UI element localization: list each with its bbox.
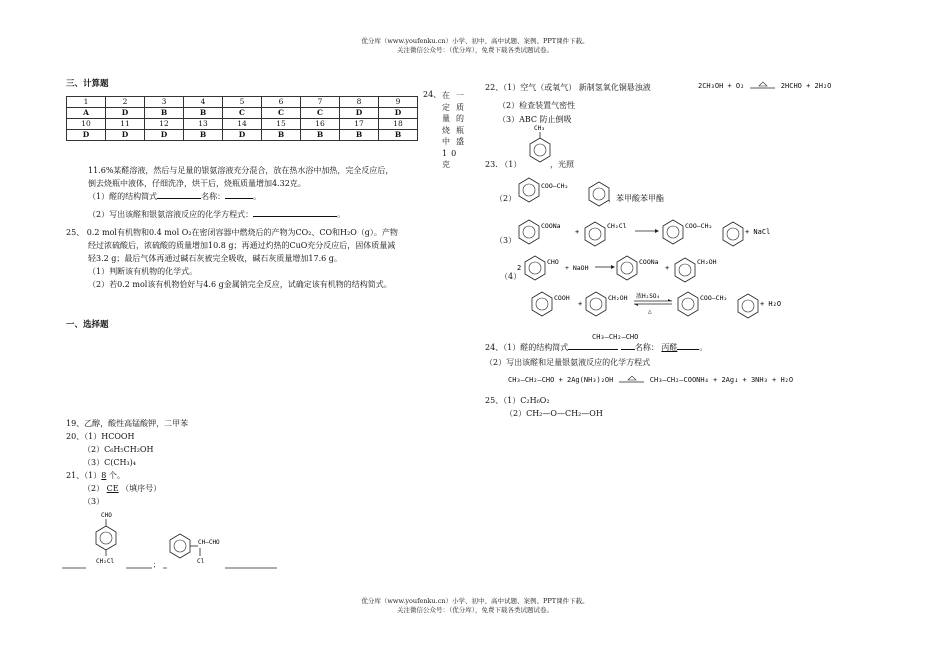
table-cell: D [106, 130, 145, 141]
answer-23-1: 23. （1） [485, 160, 522, 169]
q25-line-2: 经过浓硫酸后，浓硫酸的质量增加10.8 g；再通过灼热的CuO充分反应后，固体质量减 [88, 241, 396, 250]
table-cell: 16 [301, 119, 340, 130]
table-cell: D [223, 130, 262, 141]
answer-21-2-label: （2） [83, 484, 105, 493]
table-cell: B [301, 130, 340, 141]
struct2-bottom-label: Cl [197, 558, 205, 565]
page-footer [0, 597, 950, 615]
answer-24-2: （2）写出该醛和足量银氨液反应的化学方程式 [485, 358, 651, 367]
q24-sub1-name-label: 名称： [201, 192, 226, 201]
answer-24-1-name-label: 名称： [634, 343, 659, 352]
ch2cl-label: CH₂Cl [607, 222, 627, 230]
reaction-23-4b [528, 286, 798, 322]
answer-23-3: （3） [495, 236, 517, 245]
table-cell: 4 [184, 97, 223, 108]
coo-ch2-label: COO—CH₂ [685, 222, 713, 230]
section-calc-title: 三、计算题 [66, 79, 109, 89]
table-cell: 13 [184, 119, 223, 130]
table-cell: D [340, 108, 379, 119]
table-cell: 10 [67, 119, 106, 130]
table-cell: 17 [340, 119, 379, 130]
table-cell: D [145, 130, 184, 141]
benzene-ring-icon [96, 519, 116, 556]
answer-21-label: 21、（1） [66, 471, 102, 480]
delta-arrow-icon [749, 81, 777, 91]
table-cell: 1 [67, 97, 106, 108]
q25-line-3: 轻3.2 g；最后气体再通过碱石灰被完全吸收，碱石灰质量增加17.6 g。 [88, 254, 342, 263]
table-cell: B [184, 108, 223, 119]
table-cell: D [67, 130, 106, 141]
h2so4-label: 浓H₂SO₄ [636, 293, 661, 300]
q25-sub-1: （1）判断该有机物的化学式。 [88, 267, 198, 276]
answer-24-1-end: 。 [699, 343, 708, 352]
equation-right: CH₃–CH₂–COONH₄ + 2Ag↓ + 3NH₃ + H₂O [649, 376, 794, 384]
answer-21 [66, 471, 125, 481]
h2o-label: + H₂O [760, 300, 782, 308]
table-cell: 3 [145, 97, 184, 108]
answer-21-value: 8 [101, 471, 107, 480]
coo-ch2-label: COO—CH₂ [700, 294, 728, 302]
table-row [67, 108, 418, 119]
answer-21-2-value: CE [106, 484, 119, 493]
equation-left: CH₃–CH₂–CHO + 2Ag(NH₃)₂OH [508, 376, 614, 384]
q24-line-1: 11.6%某醛溶液，然后与足量的银氨溶液充分混合，放在热水浴中加热，完全反应后， [88, 166, 394, 175]
nacl-label: + NaCl [745, 228, 771, 236]
table-cell: A [67, 108, 106, 119]
answer-blank [677, 349, 699, 350]
table-cell: 5 [223, 97, 262, 108]
naoh-label: + NaOH [565, 264, 589, 272]
footer-line-2: 关注微信公众号：（优分库），免费下载各类试题试卷。 [397, 606, 553, 614]
answer-20-3: （3）C(CH₃)₄ [83, 458, 136, 467]
table-cell: 7 [301, 97, 340, 108]
q25-sub-2: （2）若0.2 mol该有机物恰好与4.6 g金属钠完全反应，试确定该有机物的结构简式。 [88, 280, 392, 289]
table-cell: 9 [379, 97, 418, 108]
cooh-label: COOH [554, 294, 570, 302]
q24-vertical-text: 在一定质量的烧瓶中盛10克 [442, 91, 468, 169]
reaction-23-3 [515, 214, 775, 250]
table-cell: 18 [379, 119, 418, 130]
answer-blank[interactable] [253, 216, 337, 217]
q24-line-2: 倒去烧瓶中液体，仔细洗净，烘干后，烧瓶质量增加4.32克。 [88, 179, 306, 188]
coona-label: COONa [541, 222, 561, 230]
table-cell: B [145, 108, 184, 119]
struct1-bottom-label: CH₂Cl [96, 558, 115, 565]
footer-line-1: 优分库（www.youfenku.cn）小学、初中、高中试题、案例、PPT课件下载。 [361, 597, 589, 605]
header-line-1: 优分库（www.youfenku.cn）小学、初中、高中试题、案例、PPT课件下载。 [361, 37, 589, 45]
q24-sub-2 [88, 210, 345, 220]
table-cell: C [301, 108, 340, 119]
q24-sub2-label: （2）写出该醛和银氨溶液反应的化学方程式： [88, 210, 254, 219]
answer-21-2 [83, 484, 161, 494]
plus-sign: + [665, 264, 670, 272]
answer-22-1: 22、（1）空气（或氧气） 新制氢氧化铜悬浊液 [485, 83, 651, 92]
answer-25-2: （2）CH₂—O—CH₂—OH [505, 409, 603, 418]
answer-23-4: （4） [500, 272, 522, 281]
table-cell: 8 [340, 97, 379, 108]
equation-right: 2HCHO + 2H₂O [780, 82, 832, 90]
struct2-right-label: CH–CHO [198, 539, 220, 546]
table-row [67, 97, 418, 108]
answer-24-1 [485, 343, 707, 353]
plus-sign: + [575, 228, 580, 236]
table-cell: C [223, 108, 262, 119]
header-line-2: 关注微信公众号：（优分库），免费下载各类试题试卷。 [397, 46, 553, 54]
answer-24-structure-above: CH₃–CH₂–CHO [592, 333, 639, 341]
q25-line-1: 25、 0.2 mol有机物和0.4 mol O₂在密闭容器中燃烧后的产物为CO₂、CO和H₂O（g）。产物 [66, 228, 398, 237]
delta-arrow-icon [618, 375, 646, 385]
answer-24-1-label: 24、（1）醛的结构简式 [485, 343, 569, 352]
table-cell: D [106, 108, 145, 119]
answer-23-2-name: ，苯甲酸苯甲酯 [608, 194, 664, 203]
reaction-23-4a [515, 250, 775, 286]
answer-23-1-condition: ，光照 [550, 160, 574, 169]
answer-21-2-hint: （填序号） [121, 484, 162, 493]
heat-label: △ [648, 308, 652, 315]
table-cell: B [340, 130, 379, 141]
q24-sub-1 [88, 192, 261, 202]
table-cell: 14 [223, 119, 262, 130]
struct1-top-label: CHO [101, 512, 112, 519]
section-choice-title: 一、选择题 [66, 320, 109, 330]
answer-blank[interactable] [157, 198, 201, 199]
q21-structures [60, 506, 360, 576]
plus-sign: + [578, 300, 583, 308]
page-header [0, 37, 950, 55]
equation-left: 2CH₃OH + O₂ [698, 82, 745, 90]
table-cell: B [379, 130, 418, 141]
q24-sub2-end: 。 [337, 210, 346, 219]
answer-21-3: （3） [83, 497, 105, 506]
answer-blank [568, 349, 618, 350]
table-cell: 12 [145, 119, 184, 130]
answer-25-1: 25、（1）C₂H₆O₂ [485, 396, 550, 405]
answer-table [66, 96, 418, 141]
answer-24-name: 丙醛 [661, 343, 678, 352]
q24-sub1-label: （1）醛的结构简式 [88, 192, 158, 201]
answer-blank[interactable] [225, 198, 253, 199]
table-cell: 6 [262, 97, 301, 108]
table-row [67, 130, 418, 141]
answer-22-3: （3）ABC 防止倒吸 [498, 115, 572, 124]
cho-label: CHO [547, 258, 559, 266]
ch2oh-label: CH₂OH [697, 258, 717, 266]
coefficient: 2 [517, 264, 522, 272]
separator: ； [153, 561, 160, 569]
q24-sub1-end: 。 [253, 192, 262, 201]
table-cell: 11 [106, 119, 145, 130]
table-cell: B [262, 130, 301, 141]
coo-ch2-label: COO—CH₂ [541, 182, 569, 190]
table-cell: B [184, 130, 223, 141]
coona-label: COONa [639, 258, 659, 266]
answer-23-2: （2） [495, 194, 517, 203]
table-cell: 2 [106, 97, 145, 108]
table-cell: C [262, 108, 301, 119]
answer-22-2: （2）检查装置气密性 [498, 101, 576, 110]
answer-20: 20、（1）HCOOH [66, 432, 135, 441]
table-row [67, 119, 418, 130]
benzene-ring-icon [170, 534, 200, 558]
q24-number: 24、 [423, 90, 442, 99]
answer-24-equation [508, 375, 793, 385]
ch2oh-label: CH₂OH [608, 294, 628, 302]
answer-19: 19、乙醇，酸性高锰酸钾，二甲苯 [66, 419, 189, 428]
answer-20-2: （2）C₆H₅CH₂OH [83, 445, 154, 454]
table-cell: D [379, 108, 418, 119]
answer-22-equation [698, 81, 831, 91]
ch3-label: CH₃ [534, 125, 545, 132]
answer-21-unit: 个。 [108, 471, 125, 480]
table-cell: 15 [262, 119, 301, 130]
answer-blank [621, 349, 635, 350]
